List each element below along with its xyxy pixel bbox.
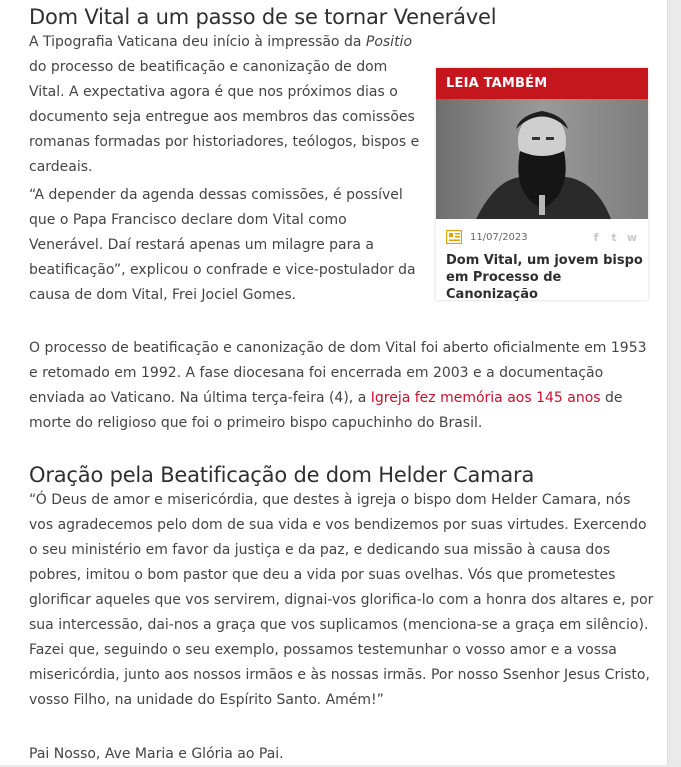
scrollbar[interactable] [667,0,681,765]
memory-link[interactable]: Igreja fez memória aos 145 anos [370,390,601,406]
twitter-icon[interactable]: t [611,230,617,244]
related-article-photo[interactable] [436,99,648,219]
article-heading: Dom Vital a um passo de se tornar Venerável [29,5,497,29]
closing-prayers: Pai Nosso, Ave Maria e Glória ao Pai. [29,746,284,762]
news-icon [446,230,462,244]
related-date: 11/07/2023 [470,231,528,243]
facebook-icon[interactable]: f [593,230,599,244]
related-article-card[interactable] [436,68,648,300]
positio-term: Positio [365,34,413,50]
related-meta [446,228,638,246]
prayer-heading: Oração pela Beatificação de dom Helder Camara [29,463,535,487]
paragraph-process-text-a: O processo de beatificação e canonização de dom Vital foi aberto oficialmente em 1953 e retomado em 1992. A fase diocesana foi encerrada em 2003 e a documentação enviada ao Vaticano. Na última terça-feira (4), a [29,340,647,406]
paragraph-process-text-b: de morte do religioso que foi o primeiro bispo capuchinho do Brasil. [29,390,623,431]
whatsapp-icon[interactable]: w [626,230,638,244]
prayer-text: “Ó Deus de amor e misericórdia, que destes à igreja o bispo dom Helder Camara, nós vos agradecemos pelo dom de sua vida e vos bendizemos por suas virtudes. Exercendo o seu ministério em favor da justiça e da paz, e dedicando sua missão à causa dos pobres, imitou o bom pastor que deu a vida por suas ovelhas. Vós que prometestes glorificar aqueles que vos servirem, dignai-vos glorifica-lo com a honra dos altares e, por sua intercessão, dai-nos a graça que vos suplicamos (menciona-se a graça em silêncio). Fazei que, seguindo o seu exemplo, possamos testemunhar o vosso amor e a vossa misericórdia, junto aos nossos irmãos e às nossas irmãs. Por nosso Ssenhor Jesus Cristo, vosso Filho, na unidade do Espírito Santo. Amém!” [29,492,654,708]
share-icons [590,231,638,244]
paragraph-intro-text-a: A Tipografia Vaticana deu início à impressão da [29,34,366,50]
paragraph-intro-text-b: do processo de beatificação e canonização de dom Vital. A expectativa agora é que nos próximos dias o documento seja entregue aos membros das comissões romanas formadas por historiadores, teólogos, bispos e cardeais. [29,59,420,175]
paragraph-quote: “A depender da agenda dessas comissões, é possível que o Papa Francisco declare dom Vital como Venerável. Daí restará apenas um milagre para a beatificação”, explicou o confrade e vice-postulador da causa de dom Vital, Frei Jociel Gomes. [29,187,416,303]
related-title[interactable]: Dom Vital, um jovem bispo em Processo de Canonização [446,253,643,302]
paragraph-intro [29,30,421,180]
related-header: LEIA TAMBÉM [436,68,648,99]
paragraph-process [29,336,657,436]
